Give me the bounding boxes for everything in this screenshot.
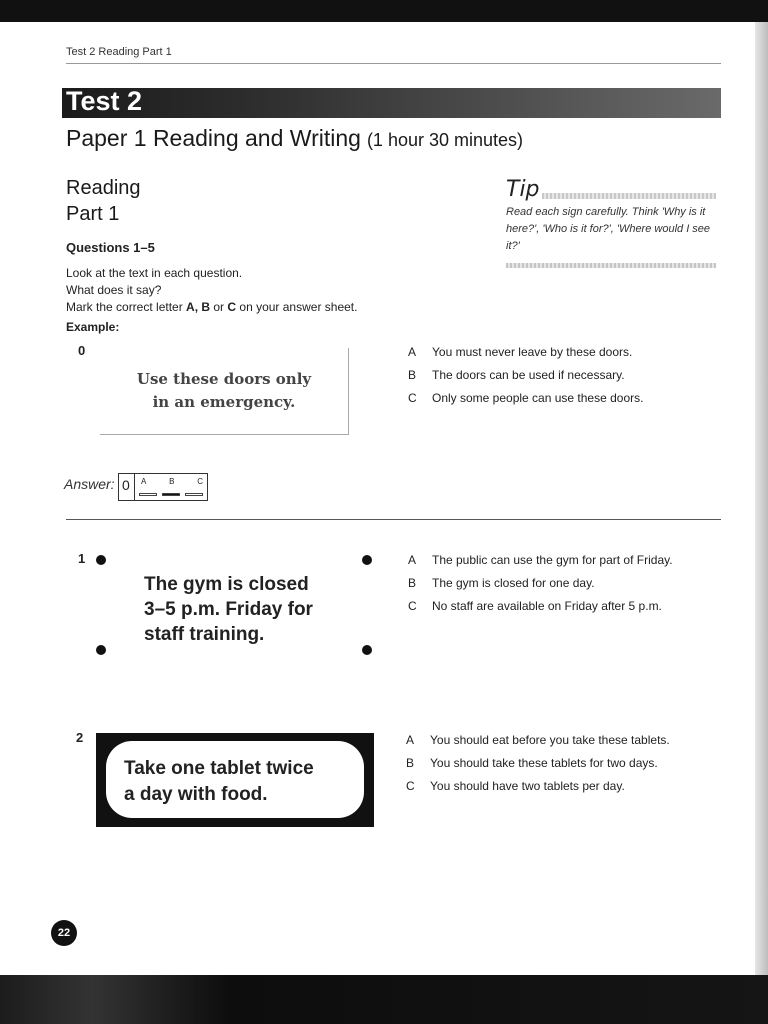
- running-head: Test 2 Reading Part 1: [66, 46, 172, 58]
- paper-duration: (1 hour 30 minutes): [366, 130, 524, 150]
- instruction-line: What does it say?: [66, 283, 162, 297]
- option-text: Only some people can use these doors.: [432, 391, 644, 405]
- answer-letter: B: [169, 477, 175, 486]
- question-2-options: [406, 729, 670, 798]
- question-1-options: [408, 549, 673, 618]
- sign-line: Use these doors only: [136, 370, 312, 388]
- answer-mark-a[interactable]: [139, 493, 157, 496]
- option-b[interactable]: [408, 364, 643, 387]
- pin-icon: [362, 645, 372, 655]
- option-text: The doors can be used if necessary.: [432, 368, 625, 382]
- question-2-sign: [96, 733, 374, 827]
- option-text: The gym is closed for one day.: [432, 576, 595, 590]
- option-text: You should take these tablets for two days.: [430, 756, 658, 770]
- instructions: [66, 265, 357, 316]
- option-c[interactable]: [406, 775, 670, 798]
- option-letter: A: [408, 345, 417, 359]
- option-letter: B: [406, 756, 415, 770]
- sign-line: a day with food.: [124, 784, 268, 805]
- answer-marks: [139, 493, 203, 496]
- instruction-letter-c: C: [227, 300, 237, 314]
- option-letter: A: [408, 553, 417, 567]
- instruction-letters: A, B: [186, 300, 211, 314]
- option-b[interactable]: [408, 572, 673, 595]
- test-title: Test 2: [66, 86, 143, 116]
- section-title: Reading: [66, 177, 141, 199]
- section-heading: [66, 175, 141, 227]
- answer-mark-b[interactable]: [162, 493, 180, 496]
- pin-icon: [96, 555, 106, 565]
- test-banner: [62, 88, 721, 118]
- option-letter: C: [408, 391, 417, 405]
- paper-name: Paper 1 Reading and Writing: [66, 125, 361, 151]
- option-a[interactable]: [408, 341, 643, 364]
- pin-icon: [362, 555, 372, 565]
- page-number: 22: [51, 920, 77, 946]
- option-text: You should have two tablets per day.: [430, 779, 625, 793]
- instruction-line: Look at the text in each question.: [66, 266, 243, 280]
- answer-number: 0: [122, 477, 130, 493]
- option-b[interactable]: [406, 752, 670, 775]
- instruction-line: [66, 299, 357, 316]
- answer-mark-c[interactable]: [185, 493, 203, 496]
- instruction-or: or: [210, 300, 228, 314]
- question-1-sign-text: [144, 572, 313, 647]
- answer-label: Answer:: [64, 476, 115, 492]
- example-options: [408, 341, 643, 410]
- option-letter: C: [408, 599, 417, 613]
- option-text: You should eat before you take these tablets.: [430, 733, 670, 747]
- instruction-mark-prefix: Mark the correct letter: [66, 300, 187, 314]
- sign-line: 3–5 p.m. Friday for: [144, 599, 313, 620]
- example-sign: [100, 348, 349, 435]
- question-1-sign: [96, 555, 372, 655]
- sign-line: staff training.: [144, 624, 265, 645]
- instruction-mark-suffix: on your answer sheet.: [236, 300, 358, 314]
- option-a[interactable]: [408, 549, 673, 572]
- answer-box: [118, 473, 208, 501]
- scan-border-top: [0, 0, 768, 22]
- example-number: 0: [78, 343, 86, 358]
- option-text: The public can use the gym for part of Friday.: [432, 553, 673, 567]
- answer-letter: A: [141, 477, 147, 486]
- option-letter: C: [406, 779, 415, 793]
- answer-letters: [141, 477, 203, 486]
- questions-range: Questions 1–5: [66, 240, 155, 255]
- tip-divider-bottom: [506, 263, 716, 268]
- option-letter: B: [408, 576, 417, 590]
- sign-line: The gym is closed: [144, 574, 309, 595]
- option-text: No staff are available on Friday after 5 p.m.: [432, 599, 662, 613]
- tip-box: [506, 177, 716, 268]
- question-2-sign-text: [124, 756, 314, 808]
- option-a[interactable]: [406, 729, 670, 752]
- sign-line: Take one tablet twice: [124, 758, 314, 779]
- pin-icon: [96, 645, 106, 655]
- paper-title: [66, 125, 523, 152]
- option-c[interactable]: [408, 387, 643, 410]
- section-divider: [66, 519, 721, 520]
- sign-line: in an emergency.: [152, 393, 296, 411]
- scan-border-right: [755, 22, 768, 975]
- option-letter: A: [406, 733, 415, 747]
- answer-divider: [134, 474, 135, 500]
- tip-title: Tip: [506, 177, 540, 202]
- option-letter: B: [408, 368, 417, 382]
- section-part: Part 1: [66, 203, 120, 225]
- question-2-sign-panel: [106, 741, 364, 818]
- question-1-number: 1: [78, 551, 86, 566]
- example-label: Example:: [66, 320, 120, 334]
- header-divider: [66, 63, 721, 64]
- scan-border-bottom: [0, 975, 768, 1024]
- option-text: You must never leave by these doors.: [432, 345, 633, 359]
- answer-letter: C: [197, 477, 203, 486]
- question-2-number: 2: [76, 730, 84, 745]
- option-c[interactable]: [408, 595, 673, 618]
- tip-text: Read each sign carefully. Think 'Why is it here?', 'Who is it for?', 'Where would I see it?': [506, 206, 711, 252]
- tip-divider: [542, 193, 716, 199]
- example-sign-text: [100, 368, 348, 414]
